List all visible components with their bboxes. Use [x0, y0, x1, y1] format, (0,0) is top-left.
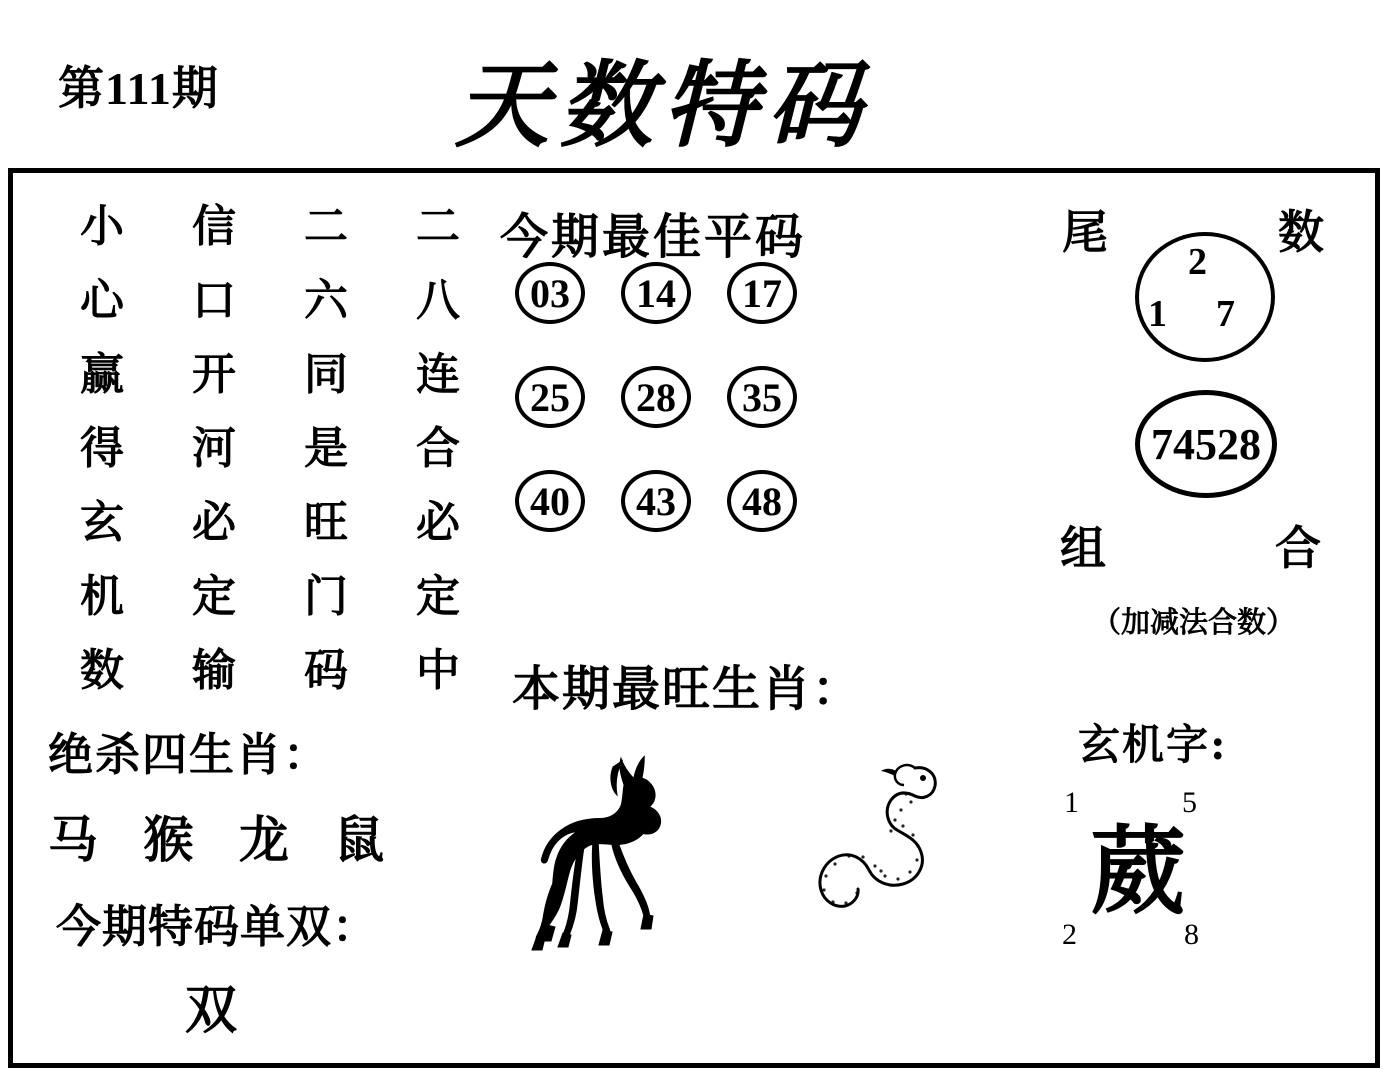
kill-zodiac-values: 马 猴 龙 鼠 — [48, 810, 399, 869]
best-numbers-title: 今期最佳平码 — [500, 209, 807, 265]
poem-char: 信 — [192, 201, 236, 252]
poem-char: 口 — [192, 275, 236, 326]
poem-char: 门 — [304, 571, 348, 622]
poem-char: 输 — [192, 645, 236, 696]
poem-char: 定 — [192, 571, 236, 622]
poem-char: 二 — [416, 201, 460, 252]
poem-column-2 — [178, 190, 250, 708]
poem-char: 八 — [416, 275, 460, 326]
number-ball: 28 — [621, 366, 691, 428]
poem-char: 旺 — [304, 497, 348, 548]
poem-char: 得 — [80, 423, 124, 474]
number-ball: 17 — [727, 262, 797, 324]
poem-column-3 — [290, 190, 362, 708]
horse-icon — [505, 745, 705, 955]
mystic-corner-top-right: 5 — [1182, 786, 1197, 819]
group-label-right: 合 — [1275, 521, 1321, 575]
odd-even-value: 双 — [185, 980, 238, 1041]
poem-char: 合 — [416, 423, 460, 474]
tail-label-left: 尾 — [1062, 205, 1108, 259]
poem-char: 开 — [192, 349, 236, 400]
issue-label: 第111期 — [58, 63, 219, 114]
poem-column-1 — [66, 190, 138, 708]
best-numbers-grid — [515, 262, 855, 574]
poem-char: 同 — [304, 349, 348, 400]
poem-char: 数 — [80, 645, 124, 696]
zodiac-title: 本期最旺生肖： — [512, 661, 863, 717]
tail-digit: 1 — [1148, 293, 1167, 335]
group-note: （加减法合数） — [1092, 605, 1296, 639]
poem-char: 是 — [304, 423, 348, 474]
poem-char: 必 — [416, 497, 460, 548]
number-ball: 43 — [621, 470, 691, 532]
poem-column-4 — [402, 190, 474, 708]
mystic-corner-top-left: 1 — [1064, 786, 1079, 819]
tail-digit: 2 — [1188, 241, 1207, 283]
number-ball: 14 — [621, 262, 691, 324]
poem-char: 小 — [80, 201, 124, 252]
poem-char: 中 — [416, 645, 460, 696]
poem-char: 码 — [304, 645, 348, 696]
poem-char: 必 — [192, 497, 236, 548]
poem-char: 六 — [304, 275, 348, 326]
number-ball: 48 — [727, 470, 797, 532]
combo-circle — [1135, 390, 1277, 498]
number-ball: 25 — [515, 366, 585, 428]
group-label-left: 组 — [1060, 521, 1106, 575]
page-title: 天数特码 — [455, 51, 872, 161]
mystic-character: 葳 — [1090, 815, 1186, 928]
mystic-word-label: 玄机字: — [1078, 720, 1228, 769]
number-ball: 03 — [515, 262, 585, 324]
poem-char: 心 — [80, 275, 124, 326]
poem-char: 定 — [416, 571, 460, 622]
number-row — [515, 470, 855, 532]
tail-label-right: 数 — [1278, 205, 1324, 259]
snake-icon — [765, 740, 965, 950]
poem-char: 河 — [192, 423, 236, 474]
poem-block — [46, 190, 486, 696]
mystic-corner-bottom-right: 8 — [1184, 918, 1199, 951]
tail-digit: 7 — [1216, 293, 1235, 335]
poem-char: 玄 — [80, 497, 124, 548]
number-row — [515, 262, 855, 324]
poem-char: 机 — [80, 571, 124, 622]
number-ball: 40 — [515, 470, 585, 532]
combo-value: 74528 — [1151, 419, 1261, 469]
poem-char: 连 — [416, 349, 460, 400]
poem-char: 二 — [304, 201, 348, 252]
mystic-corner-bottom-left: 2 — [1062, 918, 1077, 951]
kill-zodiac-label: 绝杀四生肖： — [48, 728, 331, 781]
number-ball: 35 — [727, 366, 797, 428]
number-row — [515, 366, 855, 428]
odd-even-label: 今期特码单双： — [56, 900, 379, 953]
poem-char: 赢 — [80, 349, 124, 400]
